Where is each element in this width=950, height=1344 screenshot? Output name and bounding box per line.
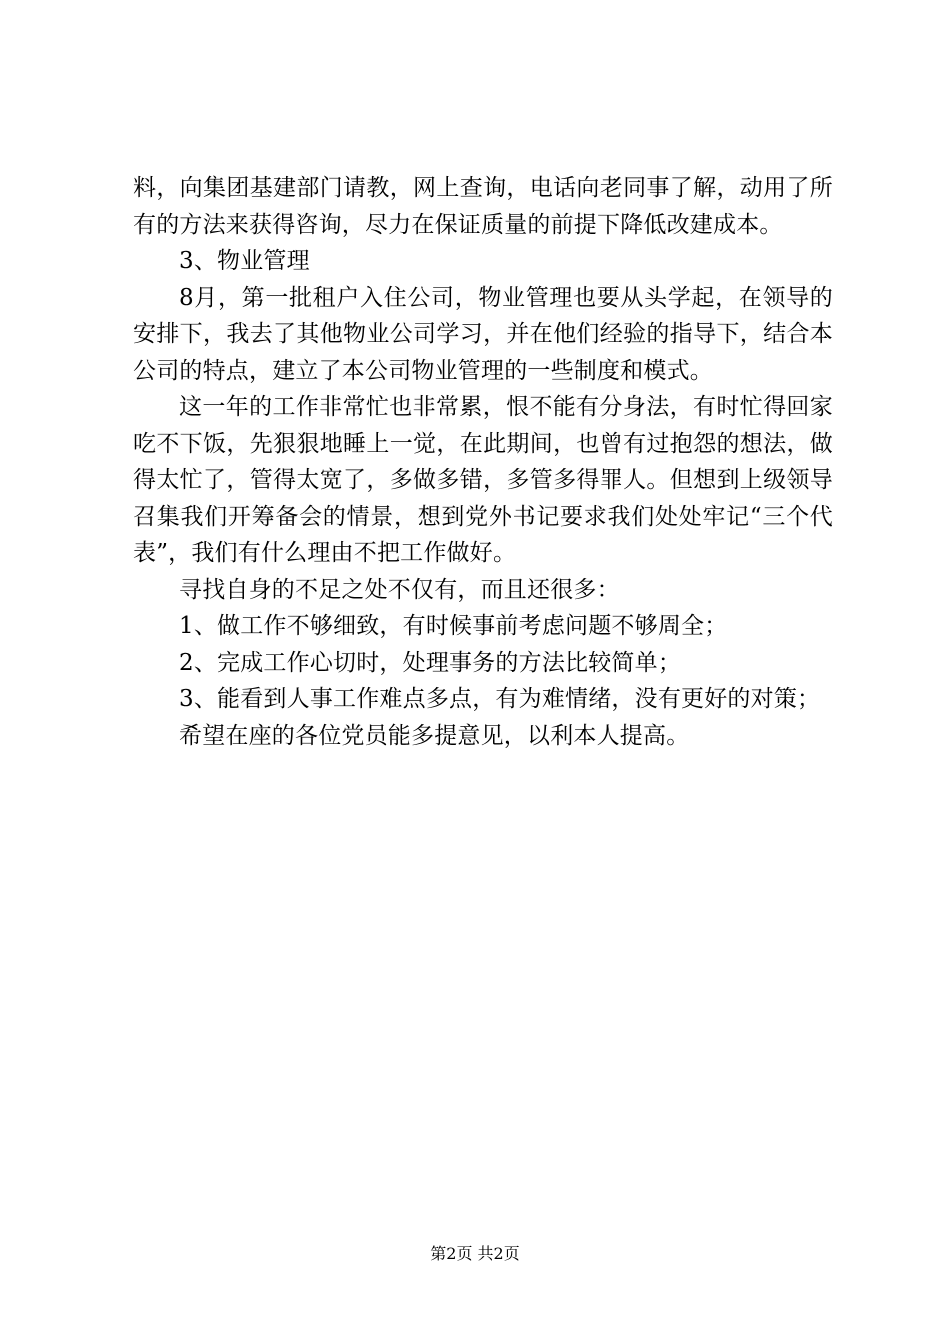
section-heading-property-management: 3、物业管理 [179, 248, 310, 274]
paragraph-continuation: 料，向集团基建部门请教，网上查询，电话向老同事了解，动用了所有的方法来获得咨询，尽力在保证质量的前提下降低改建成本。 [133, 175, 833, 238]
paragraph-closing: 希望在座的各位党员能多提意见，以利本人提高。 [179, 722, 690, 749]
list-item-shortcoming-1: 1、做工作不够细致，有时候事前考虑问题不够周全； [179, 613, 728, 639]
page-number-label: 第2页 共2页 [430, 1244, 520, 1263]
document-body [133, 170, 833, 754]
page-footer [0, 1243, 950, 1265]
paragraph-shortcomings-intro: 寻找自身的不足之处不仅有，而且还很多： [179, 576, 620, 603]
paragraph-year-reflection: 这一年的工作非常忙也非常累，恨不能有分身法，有时忙得回家吃不下饭，先狠狠地睡上一觉，在此期间，也曾有过抱怨的想法，做得太忙了，管得太宽了，多做多错，多管多得罪人。但想到上级领导召集我们开筹备会的情景，想到党外书记要求我们处处牢记“三个代表”，我们有什么理由不把工作做好。 [133, 394, 833, 566]
list-item-shortcoming-3: 3、能看到人事工作难点多点，有为难情绪，没有更好的对策； [179, 686, 821, 712]
list-item-shortcoming-2: 2、完成工作心切时，处理事务的方法比较简单； [179, 649, 682, 676]
paragraph-property-management: 8月，第一批租户入住公司，物业管理也要从头学起，在领导的安排下，我去了其他物业公司学习，并在他们经验的指导下，结合本公司的特点，建立了本公司物业管理的一些制度和模式。 [133, 284, 833, 384]
